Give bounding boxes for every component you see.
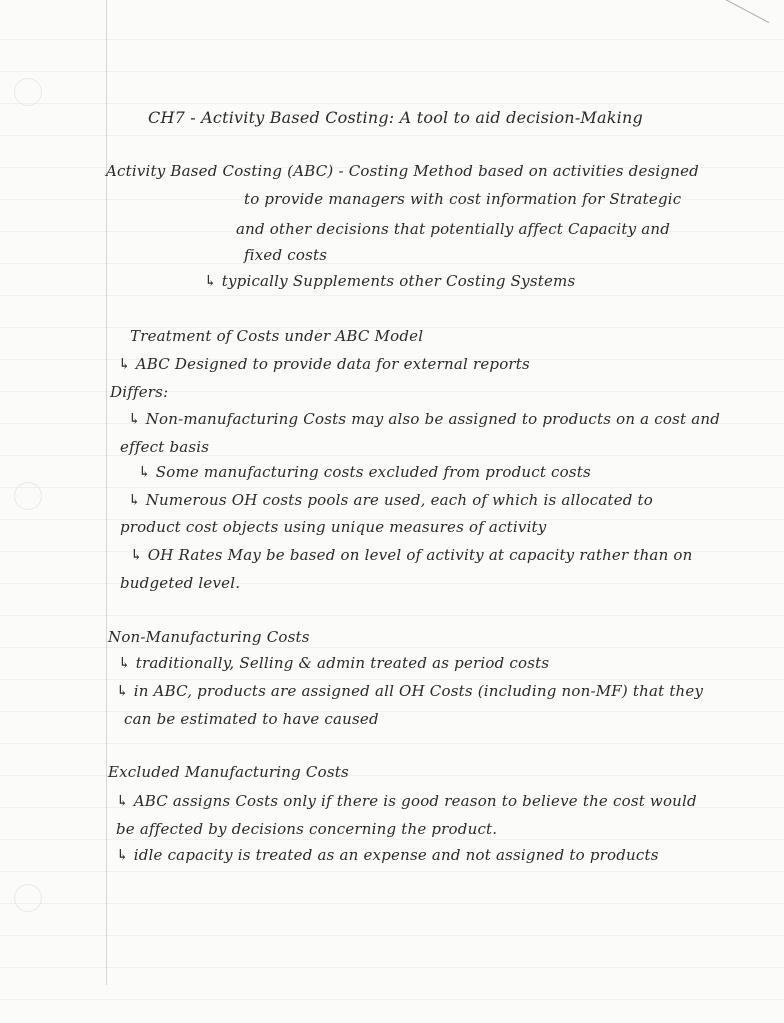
treatment-line: ↳ OH Rates May be based on level of activity at capacity rather than on bbox=[130, 546, 693, 564]
notes-title: CH7 - Activity Based Costing: A tool to aid decision-Making bbox=[148, 108, 643, 127]
excluded-line: ↳ ABC assigns Costs only if there is good reason to believe the cost would bbox=[116, 792, 697, 810]
punch-hole bbox=[14, 78, 42, 106]
non-mf-line: ↳ in ABC, products are assigned all OH Costs (including non-MF) that they bbox=[116, 682, 704, 700]
treatment-line: effect basis bbox=[120, 438, 210, 456]
excluded-line: ↳ idle capacity is treated as an expense and not assigned to products bbox=[116, 846, 659, 864]
punch-hole bbox=[14, 482, 42, 510]
section-heading: Non-Manufacturing Costs bbox=[108, 628, 310, 646]
treatment-line: ↳ Non-manufacturing Costs may also be assigned to products on a cost and bbox=[128, 410, 721, 428]
treatment-line: Differs: bbox=[110, 383, 169, 401]
definition-line: to provide managers with cost information for Strategic bbox=[244, 190, 682, 208]
treatment-line: budgeted level. bbox=[120, 574, 241, 592]
definition-line: fixed costs bbox=[244, 246, 328, 264]
treatment-line: ↳ Some manufacturing costs excluded from product costs bbox=[138, 463, 591, 481]
punch-hole bbox=[14, 884, 42, 912]
non-mf-line: can be estimated to have caused bbox=[124, 710, 379, 728]
corner-fold bbox=[716, 0, 769, 23]
margin-line bbox=[106, 0, 107, 985]
treatment-line: ↳ ABC Designed to provide data for external reports bbox=[118, 355, 530, 373]
section-heading: Excluded Manufacturing Costs bbox=[108, 763, 349, 781]
excluded-line: be affected by decisions concerning the product. bbox=[116, 820, 498, 838]
treatment-line: ↳ Numerous OH costs pools are used, each of which is allocated to bbox=[128, 491, 654, 509]
definition-line: ↳ typically Supplements other Costing Systems bbox=[204, 272, 576, 290]
section-heading: Treatment of Costs under ABC Model bbox=[130, 327, 424, 345]
definition-line: and other decisions that potentially affect Capacity and bbox=[236, 220, 671, 238]
definition-line: Activity Based Costing (ABC) - Costing Method based on activities designed bbox=[106, 162, 699, 180]
treatment-line: product cost objects using unique measures of activity bbox=[120, 518, 547, 536]
non-mf-line: ↳ traditionally, Selling & admin treated as period costs bbox=[118, 654, 550, 672]
